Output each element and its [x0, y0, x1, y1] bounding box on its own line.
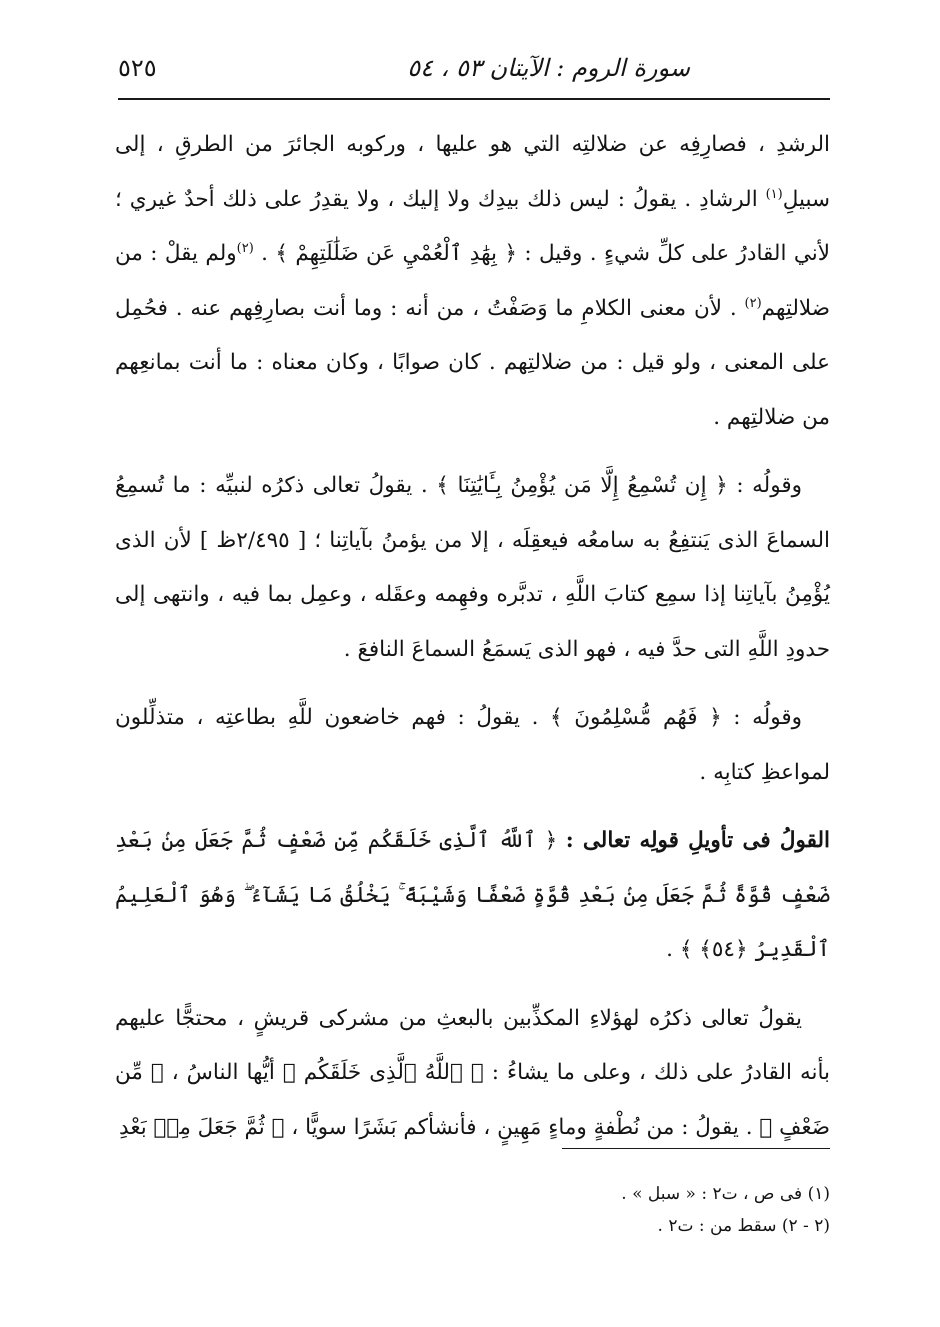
footnote-ref-1: (١) [765, 186, 783, 202]
page-number: ٥٢٥ [118, 54, 157, 82]
footnote-ref-2-open: (٢) [236, 240, 254, 256]
paragraph-1-text-b: الرشادِ . يقولُ : ليس ذلك بيدِك ولا إليك ، ولا يقدِرُ على ذلك أحدٌ غيري ؛ لأني القادرُ على كلِّ شيءٍ . وقيل : ﴿ بِهَٰدِ ٱلْعُمْيِ عَن ضَلَٰلَتِهِمْ ﴾ . [115, 186, 830, 266]
paragraph-1-text-a: الرشدِ ، فصارِفِه عن ضلالتِه التي هو عليها ، وركوبه الجائرَ من الطرقِ ، إلى سبيلِ [115, 132, 830, 212]
verse-54: ﴿ ٱللَّهُ ٱلَّذِى خَلَقَكُم مِّن ضَعْفٍ ثُمَّ جَعَلَ مِنۢ بَعْدِ ضَعْفٍ قُوَّةً ثُمَّ جَعَلَ مِنۢ بَعْدِ قُوَّةٍ ضَعْفًا وَشَيْبَةً ۚ يَخْلُقُ مَا يَشَآءُ ۖ وَهُوَ ٱلْعَلِيمُ ٱلْقَدِيرُ ﴿٥٤﴾ ﴾ . [115, 828, 830, 962]
footnotes [115, 1178, 830, 1242]
footnote-2: (٢ - ٢) سقط من : ت٢ . [657, 1216, 830, 1236]
paragraph-1-text-c: ولم يقلْ : من ضلالتِهم [115, 241, 830, 321]
running-header [118, 44, 830, 100]
paragraph-5: يقولُ تعالى ذكرُه لهؤلاءِ المكذِّبين بالبعثِ من مشركى قريشٍ ، محتجًّا عليهم بأنه القادرُ على ذلك ، وعلى ما يشاءُ : ﴿ ٱللَّهُ ٱلَّذِى خَلَقَكُم ﴾ أيُّها الناسُ ، ﴿ مِّن ضَعْفٍ ﴾ . يقولُ : من نُطْفةٍ وماءٍ مَهِينٍ ، فأنشأكم بَشَرًا سويًّا ، ﴿ ثُمَّ جَعَلَ مِنۢ بَعْدِ [115, 1005, 830, 1140]
running-title: سورة الروم : الآيتان ٥٣ ، ٥٤ [407, 54, 690, 82]
paragraph-2: وقولُه : ﴿ إِن تُسْمِعُ إِلَّا مَن يُؤْمِنُ بِـَٔايَٰتِنَا ﴾ . يقولُ تعالى ذكرُه لنبيِّه : ما تُسمِعُ السماعَ الذى يَنتفِعُ به سامعُه فيعقِلَه ، إلا من يؤمنُ بآياتِنا ؛ [ ٢/٤٩٥ظ ] لأن الذى يُؤْمِنُ بآياتِنا إذا سمِع كتابَ اللَّهِ ، تدبَّره وفهِمه وعقَله ، وعمِل بما فيه ، وانتهى إلى حدودِ اللَّهِ التى حدَّ فيه ، فهو الذى يَسمَعُ السماعَ النافعَ . [115, 473, 830, 662]
footnote-ref-2-close: (٢) [744, 295, 762, 311]
paragraph-1 [115, 118, 830, 445]
paragraph-3: وقولُه : ﴿ فَهُم مُّسْلِمُونَ ﴾ . يقولُ : فهم خاضعون للَّهِ بطاعتِه ، متذلِّلون لمواعظِ كتابِه . [115, 705, 830, 785]
footnote-1: (١) فى ص ، ت٢ : « سبل » . [621, 1184, 830, 1204]
chapter-heading: القولُ فى تأويلِ قولِه تعالى : [565, 828, 830, 853]
footnote-divider [562, 1148, 830, 1149]
main-text [115, 118, 830, 1155]
paragraph-4 [115, 814, 830, 978]
paragraph-1-text-d: . لأن معنى الكلامِ ما وَصَفْتُ ، من أنه : وما أنت بصارِفِهم عنه . فحُمِل على المعنى ، ولو قيل : من ضلالتِهم . كان صوابًا ، وكان معناه : ما أنت بمانعِهم من ضلالتِهم . [115, 295, 830, 430]
